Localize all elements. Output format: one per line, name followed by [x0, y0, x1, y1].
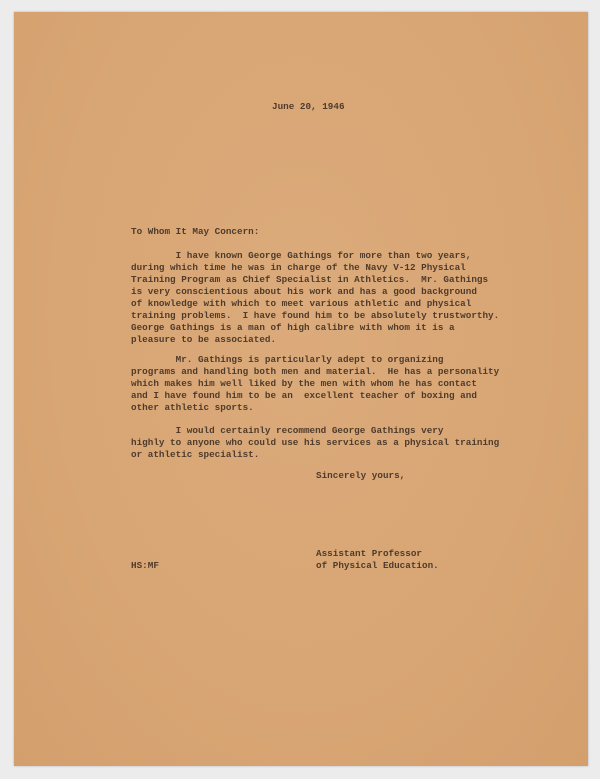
letter-date: June 20, 1946: [272, 101, 345, 112]
text-line: other athletic sports.: [131, 402, 254, 413]
text-line: Mr. Gathings is particularly adept to organizing: [131, 354, 444, 365]
text-line: George Gathings is a man of high calibre with whom it is a: [131, 322, 455, 333]
text-line: training problems. I have found him to be absolutely trustworthy.: [131, 310, 500, 321]
text-line: is very conscientious about his work and has a good background: [131, 286, 477, 297]
text-line: pleasure to be associated.: [131, 334, 277, 345]
text-line: of knowledge with which to meet various athletic and physical: [131, 298, 472, 309]
text-line: I have known George Gathings for more than two years,: [131, 250, 472, 261]
text-line: programs and handling both men and material. He has a personality: [131, 366, 500, 377]
text-line: Training Program as Chief Specialist in Athletics. Mr. Gathings: [131, 274, 489, 285]
text-line: during which time he was in charge of the Navy V-12 Physical: [131, 262, 466, 273]
salutation: To Whom It May Concern:: [131, 226, 260, 237]
text-line: or athletic specialist.: [131, 449, 260, 460]
text-line: I would certainly recommend George Gathings very: [131, 425, 444, 436]
signature-title-line-2: of Physical Education.: [316, 560, 439, 571]
typist-initials: HS:MF: [131, 560, 159, 571]
text-line: and I have found him to be an excellent teacher of boxing and: [131, 390, 477, 401]
signature-title-line-1: Assistant Professor: [316, 548, 423, 559]
text-line: which makes him well liked by the men with whom he has contact: [131, 378, 477, 389]
text-line: highly to anyone who could use his services as a physical training: [131, 437, 500, 448]
closing: Sincerely yours,: [316, 470, 406, 481]
